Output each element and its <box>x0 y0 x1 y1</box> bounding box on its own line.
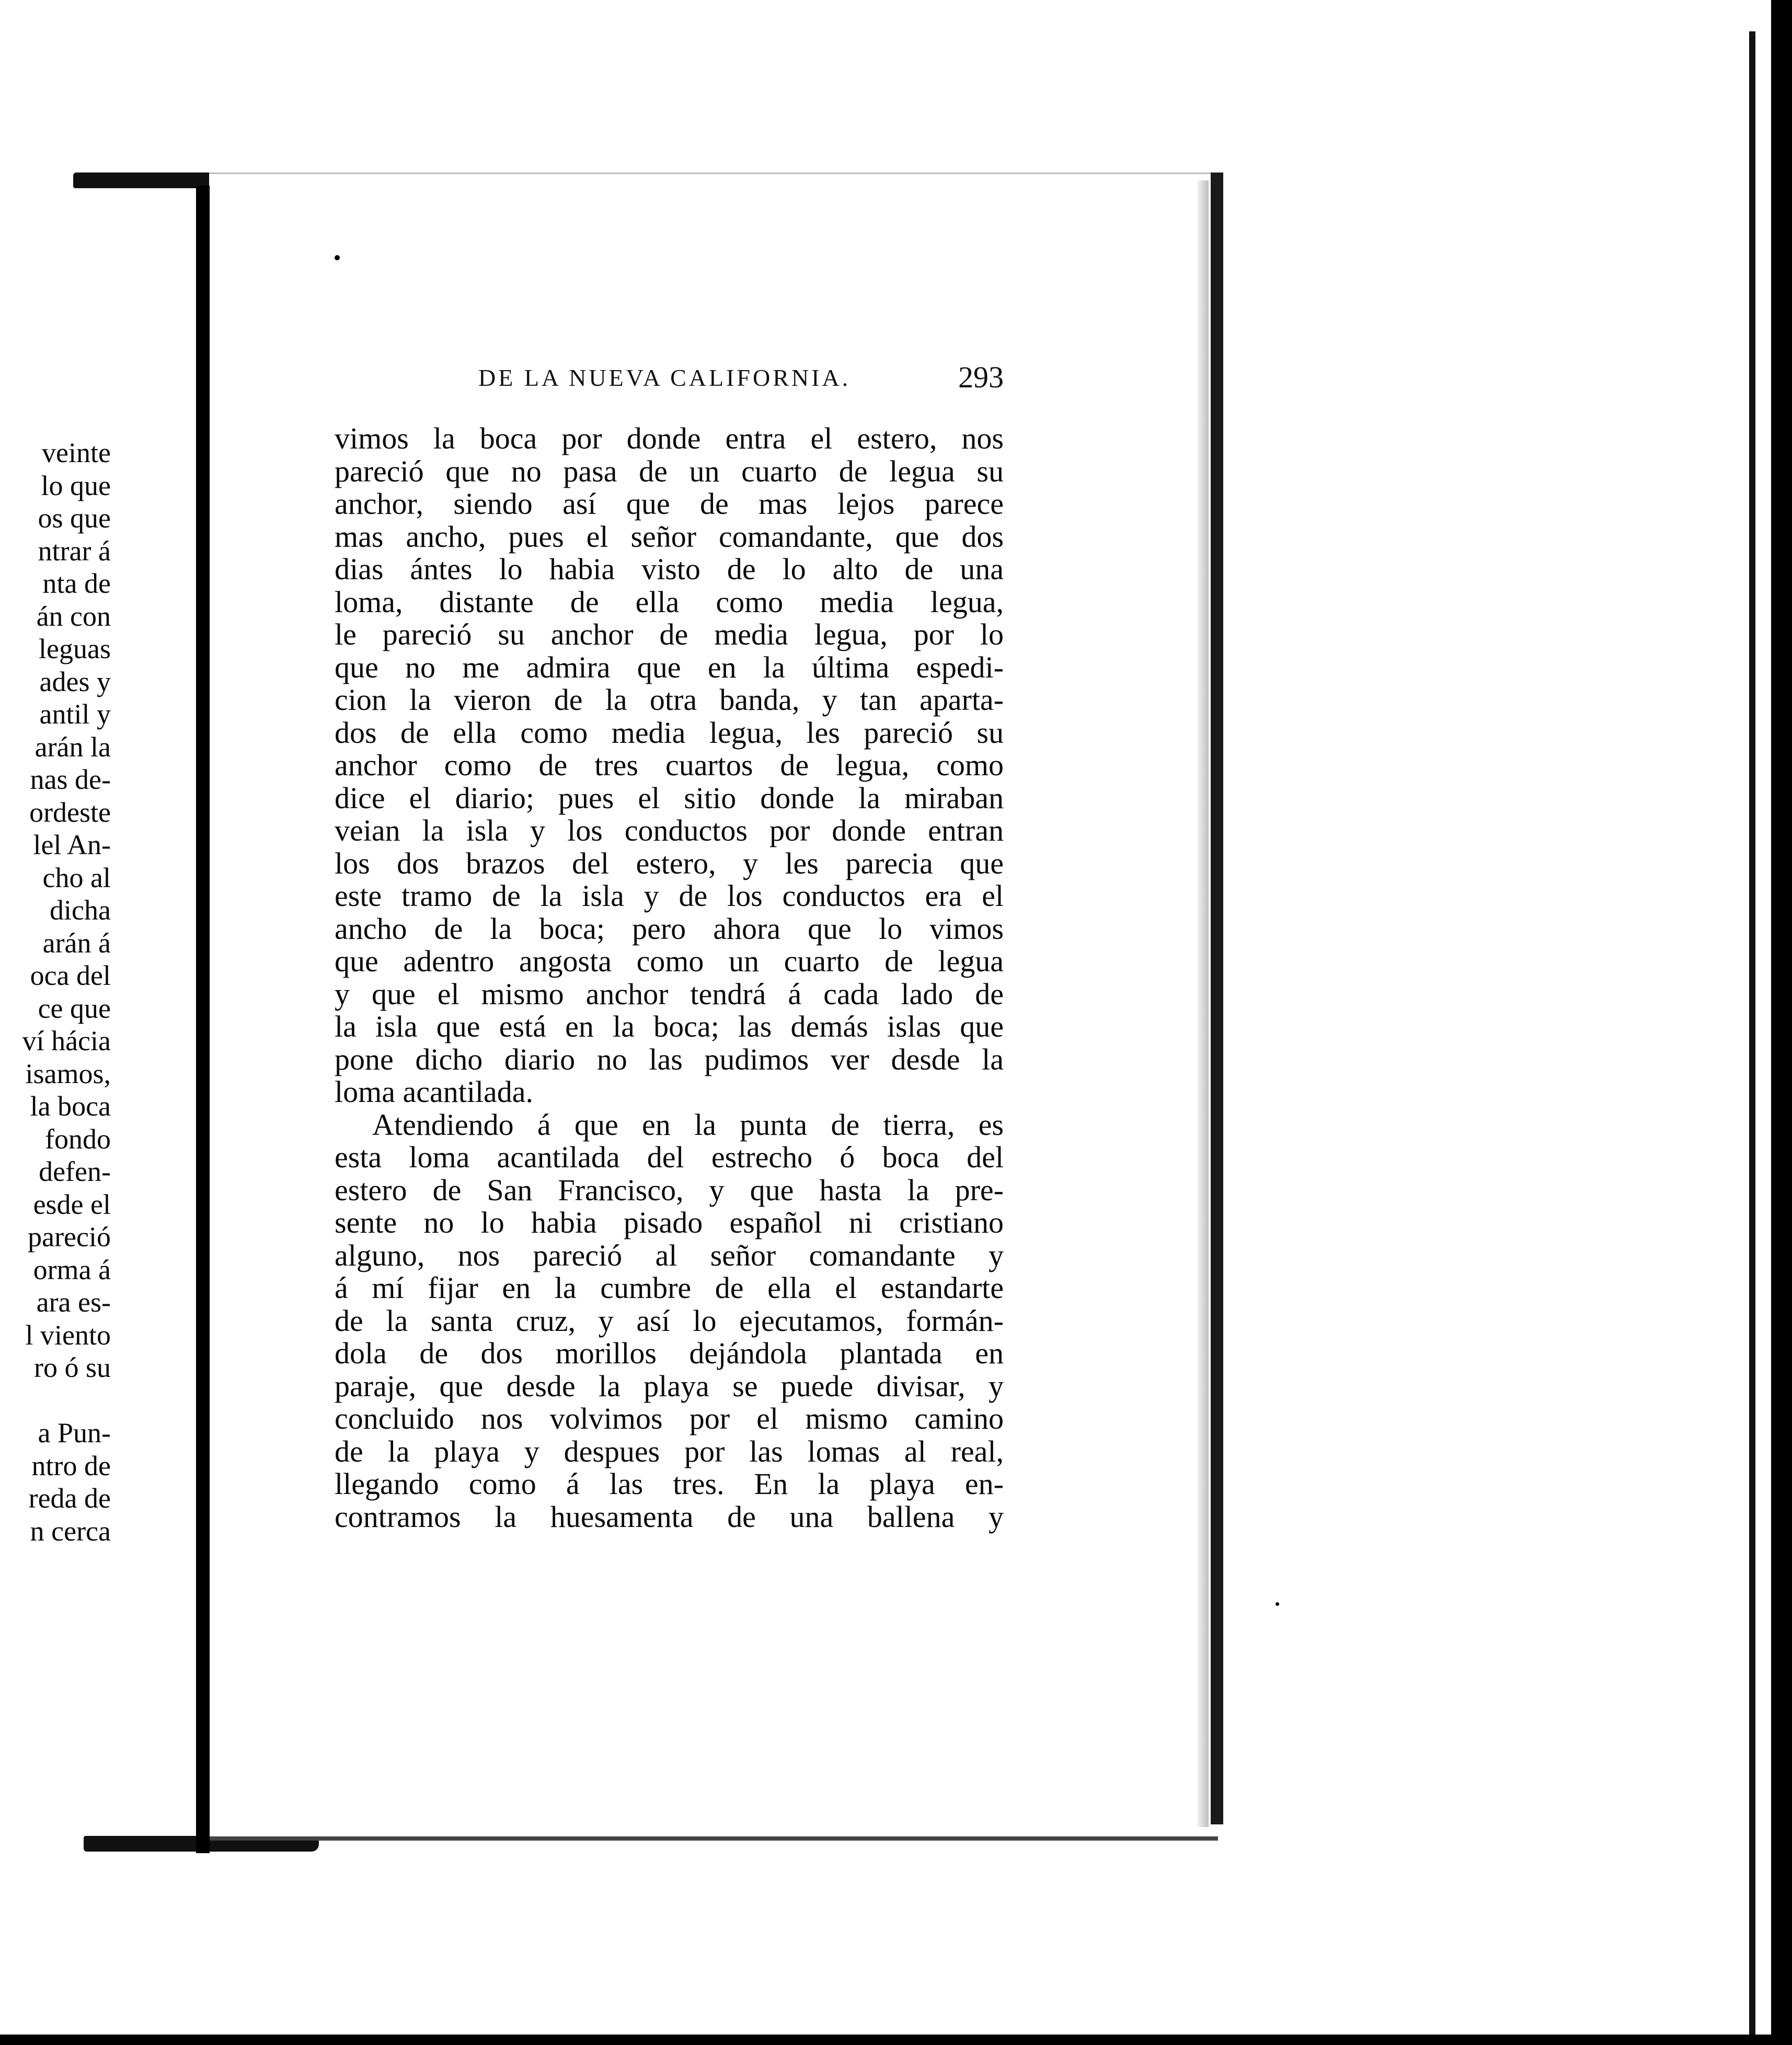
text-line: dias ántes lo habia visto de lo alto de una <box>335 552 1004 586</box>
previous-page-line: l viento <box>25 1319 111 1351</box>
text-line: paraje, que desde la playa se puede divisar, y <box>335 1369 1004 1403</box>
previous-page-line: nas de- <box>30 764 111 795</box>
previous-page-line: antil y <box>39 698 111 730</box>
text-line: pone dicho diario no las pudimos ver desde la <box>335 1042 1004 1076</box>
text-line: loma acantilada. <box>335 1075 534 1109</box>
previous-page-line: ntrar á <box>38 535 111 567</box>
text-line: de la santa cruz, y así lo ejecutamos, formán- <box>335 1303 1004 1338</box>
paragraph-first-line: Atendiendo á que en la punta de tierra, es <box>372 1107 1004 1142</box>
ink-speck <box>335 255 340 260</box>
previous-page-line: pareció <box>28 1221 111 1253</box>
page-edge-shadow <box>1197 180 1209 1827</box>
previous-page-line: ce que <box>38 992 111 1024</box>
previous-page-line: esde el <box>33 1188 111 1220</box>
page-edge <box>1211 173 1223 1824</box>
scan-border-inner <box>1749 31 1755 2045</box>
previous-page-line: ordeste <box>29 796 111 828</box>
text-line: cion la vieron de la otra banda, y tan aparta- <box>335 683 1004 717</box>
previous-page-line: fondo <box>45 1123 111 1155</box>
previous-page-line: lo que <box>41 469 111 501</box>
text-line: ancho de la boca; pero ahora que lo vimos <box>335 911 1004 946</box>
text-line: á mí fijar en la cumbre de ella el estandarte <box>335 1271 1004 1305</box>
text-line: dos de ella como media legua, les pareció su <box>335 715 1004 750</box>
previous-page-line: n cerca <box>30 1515 111 1547</box>
text-line: loma, distante de ella como media legua, <box>335 584 1004 619</box>
text-line: los dos brazos del estero, y les parecia que <box>335 846 1004 880</box>
previous-page <box>0 186 214 1837</box>
text-line: le pareció su anchor de media legua, por lo <box>335 617 1004 651</box>
text-line: de la playa y despues por las lomas al real, <box>335 1434 1004 1468</box>
text-line: estero de San Francisco, y que hasta la pre- <box>335 1173 1004 1207</box>
previous-page-line: reda de <box>28 1483 111 1514</box>
text-line: esta loma acantilada del estrecho ó boca del <box>335 1140 1004 1174</box>
previous-page-line: arán á <box>42 927 111 959</box>
previous-page-line: orma á <box>33 1254 111 1285</box>
previous-page-line: ara es- <box>36 1286 111 1318</box>
previous-page-line: ví hácia <box>22 1025 111 1056</box>
previous-page-line: dicha <box>50 894 111 926</box>
scan-border-bottom <box>0 2035 1792 2045</box>
previous-page-line: lel An- <box>33 829 111 860</box>
previous-page-line: arán la <box>35 731 111 763</box>
page-body-text <box>335 422 1004 1533</box>
text-line: anchor como de tres cuartos de legua, como <box>335 748 1004 782</box>
text-line: dice el diario; pues el sitio donde la miraban <box>335 780 1004 815</box>
text-line: veian la isla y los conductos por donde entran <box>335 813 1004 847</box>
ink-speck <box>1276 1602 1279 1606</box>
text-line: la isla que está en la boca; las demás islas que <box>335 1009 1004 1043</box>
text-line: que no me admira que en la última espedi- <box>335 650 1004 684</box>
text-line: pareció que no pasa de un cuarto de legua su <box>335 454 1004 488</box>
text-line: este tramo de la isla y de los conductos era el <box>335 879 1004 913</box>
running-head: DE LA NUEVA CALIFORNIA. <box>478 364 851 391</box>
previous-page-text <box>0 436 111 1547</box>
text-line: anchor, siendo así que de mas lejos parece <box>335 487 1004 521</box>
previous-page-line: ades y <box>39 665 111 697</box>
text-line: dola de dos morillos dejándola plantada en <box>335 1336 1004 1370</box>
previous-page-line: ro ó su <box>34 1352 111 1383</box>
text-line: alguno, nos pareció al señor comandante y <box>335 1238 1004 1272</box>
previous-page-line: nta de <box>42 568 111 599</box>
text-line: que adentro angosta como un cuarto de legua <box>335 944 1004 978</box>
previous-page-line: defen- <box>39 1156 111 1187</box>
page-header <box>335 360 1004 396</box>
text-line: concluido nos volvimos por el mismo camino <box>335 1401 1004 1435</box>
book-spine <box>196 186 210 1853</box>
previous-page-line: oca del <box>30 960 111 991</box>
previous-page-line: ntro de <box>31 1450 111 1481</box>
text-line: y que el mismo anchor tendrá á cada lado de <box>335 976 1004 1011</box>
page-number: 293 <box>958 360 1004 394</box>
text-line: contramos la huesamenta de una ballena y <box>335 1499 1004 1534</box>
previous-page-line: leguas <box>39 633 111 664</box>
previous-page-line: os que <box>38 502 111 534</box>
text-line: llegando como á las tres. En la playa en- <box>335 1467 1004 1501</box>
text-line: mas ancho, pues el señor comandante, que dos <box>335 519 1004 554</box>
previous-page-line: án con <box>36 600 111 632</box>
text-line: sente no lo habia pisado español ni cristiano <box>335 1205 1004 1239</box>
text-line: vimos la boca por donde entra el estero, nos <box>335 421 1004 455</box>
previous-page-line: isamos, <box>25 1058 111 1089</box>
previous-page-line: la boca <box>30 1090 111 1122</box>
previous-page-line <box>0 1384 111 1417</box>
previous-page-line: cho al <box>42 861 111 893</box>
previous-page-line: veinte <box>42 437 111 468</box>
scan-border-right <box>1771 0 1792 2045</box>
previous-page-line: a Pun- <box>38 1417 111 1449</box>
